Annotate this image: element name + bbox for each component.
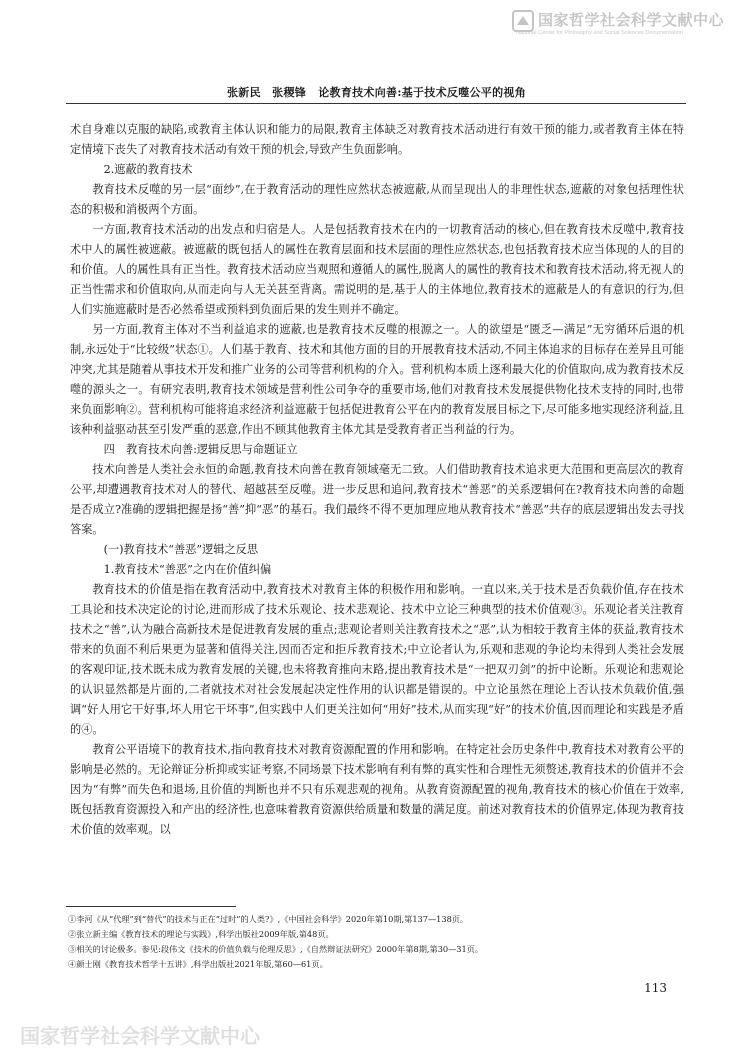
footnote: ④颜士刚《教育技术哲学十五讲》,科学出版社2021年版,第60—61页。 <box>68 959 328 969</box>
footnote: ②张立新主编《教育技术的理论与实践》,科学出版社2009年版,第48页。 <box>68 929 334 939</box>
paragraph: 另一方面,教育主体对不当利益追求的遮蔽,也是教育技术反噬的根源之一。人的欲望是“匮乏—满足”无穷循环后退的机制,永远处于“比较级”状态①。人们基于教育、技术和其他方面的目的开展教育技术活动,不同主体追求的目标存在差异且可能冲突,尤其是随着从事技术开发和推广业务的公司等营利机构的介入。营利机构本质上逐利最大化的价值取向,成为教育技术反噬的源头之一。有研究表明,教育技术领域是营利性公司争夺的重要市场,他们对教育技术发展提供物化技术支持的同时,也带来负面影响②。营利机构可能将追求经济利益遮蔽于包括促进教育公平在内的教育发展目标之下,尽可能多地实现经济利益,且该种利益驱动甚至引发严重的恶意,作出不顾其他教育主体尤其是受教育者正当利益的行为。 <box>70 323 684 436</box>
watermark-logo <box>512 9 748 39</box>
paragraph: 术自身难以克服的缺陷,或教育主体认识和能力的局限,教育主体缺乏对教育技术活动进行有效干预的能力,或者教育主体在特定情境下丧失了对教育技术活动有效干预的机会,导致产生负面影响。 <box>70 123 684 156</box>
footnote: ③相关的讨论极多。参见:段伟文《技术的价值负载与伦理反思》,《自然辩证法研究》2000年第8期,第30—31页。 <box>68 944 484 954</box>
running-head-title: 论教育技术向善:基于技术反噬公平的视角 <box>318 86 526 99</box>
watermark-subtitle: National Center for Philosophy and Social Sciences Documentation <box>516 30 683 36</box>
bottom-watermark <box>0 1018 753 1048</box>
footnote-rule <box>66 906 236 907</box>
running-head-authors: 张新民 张稷锋 <box>226 86 307 99</box>
section-heading: 1.教育技术“善恶”之内在价值纠偏 <box>103 563 272 576</box>
section-heading: (一)教育技术“善恶”逻辑之反思 <box>103 543 259 556</box>
paragraph: 教育公平语境下的教育技术,指向教育技术对教育资源配置的作用和影响。在特定社会历史条件中,教育技术对教育公平的影响是必然的。无论辩证分析抑或实证考察,不同场景下技术影响有利有弊的真实性和合理性无须赘述,教育技术的价值并不会因为“有弊”而失色和退场,且价值的判断也并不只有乐观悲观的视角。从教育资源配置的视角,教育技术的核心价值在于效率,既包括教育资源投入和产出的经济性,也意味着教育资源供给质量和数量的满足度。前述对教育技术的价值界定,体现为教育技术价值的效率观。以 <box>70 743 684 836</box>
bottom-watermark-text: 国家哲学社会科学文献中心 <box>20 1024 260 1048</box>
paragraph: 教育技术反噬的另一层“面纱”,在于教育活动的理性应然状态被遮蔽,从而呈现出人的非理性状态,遮蔽的对象包括理性状态的积极和消极两个方面。 <box>70 183 684 216</box>
footnote: ①李河《从“代理”到“替代”的技术与正在“过时”的人类?》,《中国社会科学》2020年第10期,第137—138页。 <box>68 914 469 924</box>
header-rule <box>66 103 686 104</box>
article-body <box>70 120 684 840</box>
section-heading: 2.遮蔽的教育技术 <box>103 163 193 176</box>
page-number: 113 <box>644 981 667 995</box>
footnotes <box>68 912 688 972</box>
paragraph: 技术向善是人类社会永恒的命题,教育技术向善在教育领域毫无二致。人们借助教育技术追求更大范围和更高层次的教育公平,却遭遇教育技术对人的替代、超越甚至反噬。进一步反思和追问,教育技术“善恶”的关系逻辑何在?教育技术向善的命题是否成立?准确的逻辑把握是扬“善”抑“恶”的基石。我们最终不得不更加理应地从教育技术“善恶”共存的底层逻辑出发去寻找答案。 <box>70 463 684 536</box>
ncpssd-logo-icon <box>512 10 534 32</box>
paragraph: 一方面,教育技术活动的出发点和归宿是人。人是包括教育技术在内的一切教育活动的核心,但在教育技术反噬中,教育技术中人的属性被遮蔽。被遮蔽的既包括人的属性在教育层面和技术层面的理性应然状态,也包括教育技术应当体现的人的目的和价值。人的属性具有正当性。教育技术活动应当观照和遵循人的属性,脱离人的属性的教育技术和教育技术活动,将无视人的正当性需求和价值取向,从而走向与人无关甚至背离。需说明的是,基于人的主体地位,教育技术的遮蔽是人的有意识的行为,但人们实施遮蔽时是否必然希望或预料到负面后果的发生则并不确定。 <box>70 223 684 316</box>
section-heading: 四 教育技术向善:逻辑反思与命题证立 <box>103 443 298 456</box>
running-head <box>0 84 753 100</box>
paragraph: 教育技术的价值是指在教育活动中,教育技术对教育主体的积极作用和影响。一直以来,关于技术是否负载价值,存在技术工具论和技术决定论的讨论,进而形成了技术乐观论、技术悲观论、技术中立论三种典型的技术价值观③。乐观论者关注教育技术之“善”,认为融合高新技术是促进教育发展的重点;悲观论者则关注教育技术之“恶”,认为相较于教育主体的获益,教育技术带来的负面不利后果更为显著和值得关注,因而否定和拒斥教育技术;中立论者认为,乐观和悲观的争论均未得到人类社会发展的客观印证,技术既未成为教育发展的关键,也未将教育推向末路,提出教育技术是“一把双刃剑”的折中论断。乐观论和悲观论的认识显然都是片面的,二者就技术对社会发展起决定性作用的认识都是错误的。中立论虽然在理论上否认技术负载价值,强调“好人用它干好事,坏人用它干坏事”,但实践中人们更关注如何“用好”技术,从而实现“好”的技术价值,因而理论和实践是矛盾的④。 <box>70 583 684 736</box>
watermark-title: 国家哲学社会科学文献中心 <box>538 11 725 29</box>
